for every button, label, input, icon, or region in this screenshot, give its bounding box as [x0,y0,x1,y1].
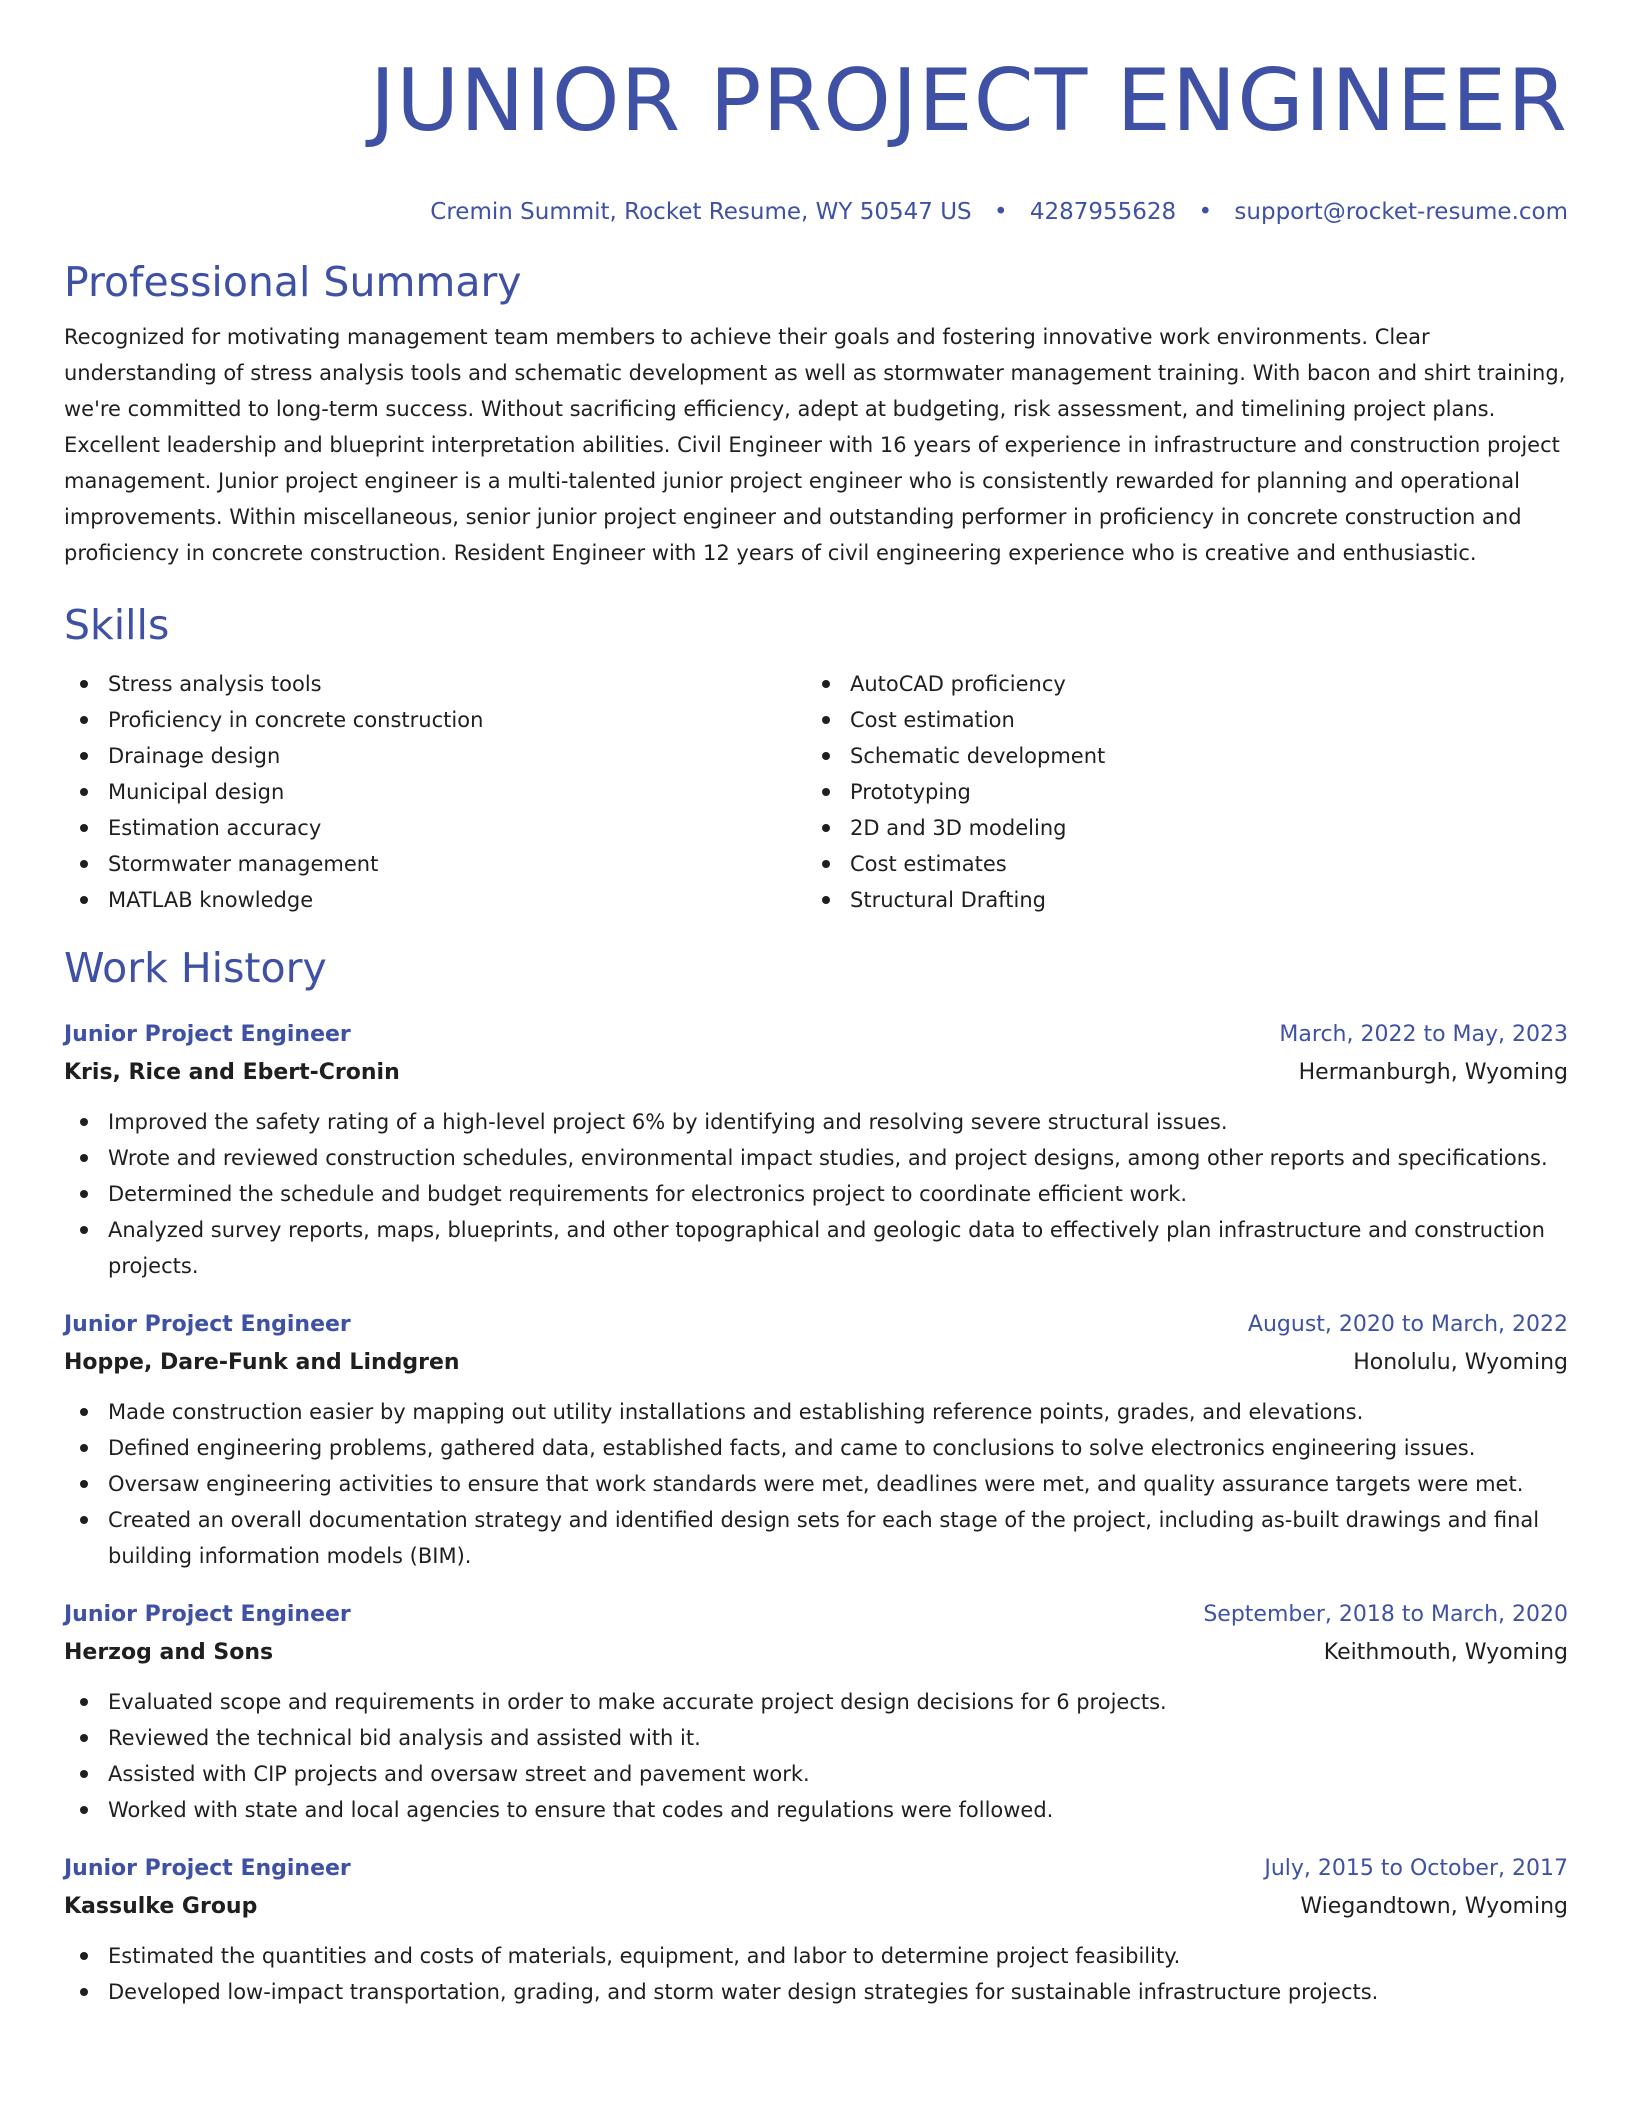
contact-address: Cremin Summit, Rocket Resume, WY 50547 US [430,199,972,225]
skill-item: Estimation accuracy [64,810,806,846]
skill-item: Proficiency in concrete construction [64,702,806,738]
skill-item: MATLAB knowledge [64,882,806,918]
job-company: Kassulke Group [64,1893,258,1919]
list-item: Assisted with CIP projects and oversaw street and pavement work. [64,1756,1568,1792]
contact-phone: 4287955628 [1029,199,1177,225]
contact-email[interactable]: support@rocket-resume.com [1234,199,1568,225]
list-item: Estimated the quantities and costs of materials, equipment, and labor to determine project feasibility. [64,1938,1568,1974]
skill-item: Municipal design [64,774,806,810]
job-dates: March, 2022 to May, 2023 [1279,1021,1568,1047]
list-item: Created an overall documentation strategy and identified design sets for each stage of the project, including as-built drawings and final building information models (BIM). [64,1502,1568,1574]
job-company-row [64,1634,1568,1672]
job-location: Honolulu, Wyoming [1353,1349,1568,1375]
job-dates: September, 2018 to March, 2020 [1203,1601,1568,1627]
skill-item: 2D and 3D modeling [806,810,1548,846]
list-item: Developed low-impact transportation, grading, and storm water design strategies for sustainable infrastructure projects. [64,1974,1568,2010]
skills-column-right [806,666,1548,918]
list-item: Analyzed survey reports, maps, blueprints, and other topographical and geologic data to effectively plan infrastructure and construction projects. [64,1212,1568,1284]
job-bullets [64,1684,1568,1828]
job-bullets [64,1938,1568,2010]
job-title: Junior Project Engineer [64,1021,351,1047]
job-dates: August, 2020 to March, 2022 [1247,1311,1568,1337]
section-title-skills: Skills [64,601,170,650]
skills-column-left [64,666,806,918]
job-header-row [64,1306,1568,1344]
list-item: Oversaw engineering activities to ensure that work standards were met, deadlines were met, and quality assurance targets were met. [64,1466,1568,1502]
list-item: Determined the schedule and budget requirements for electronics project to coordinate efficient work. [64,1176,1568,1212]
job-title: Junior Project Engineer [64,1601,351,1627]
job-company: Hoppe, Dare-Funk and Lindgren [64,1349,460,1375]
job-entry [64,1016,1568,1284]
job-title: Junior Project Engineer [64,1855,351,1881]
job-location: Wiegandtown, Wyoming [1300,1893,1568,1919]
job-bullets [64,1104,1568,1284]
summary-text: Recognized for motivating management team members to achieve their goals and fostering innovative work environments. Clear understanding of stress analysis tools and schematic development as well as stormwater management training. With bacon and shirt training, we're committed to long-term success. Without sacrificing efficiency, adept at budgeting, risk assessment, and timelining project plans. Excellent leadership and blueprint interpretation abilities. Civil Engineer with 16 years of experience in infrastructure and construction project management. Junior project engineer is a multi-talented junior project engineer who is consistently rewarded for planning and operational improvements. Within miscellaneous, senior junior project engineer and outstanding performer in proficiency in concrete construction and proficiency in concrete construction. Resident Engineer with 12 years of civil engineering experience who is creative and enthusiastic. [64,325,1566,566]
job-title: Junior Project Engineer [64,1311,351,1337]
job-header-row [64,1596,1568,1634]
separator-dot: • [993,199,1008,225]
skill-item: Drainage design [64,738,806,774]
list-item: Reviewed the technical bid analysis and assisted with it. [64,1720,1568,1756]
job-entry [64,1596,1568,1828]
section-title-summary: Professional Summary [64,258,522,306]
skill-item: Stress analysis tools [64,666,806,702]
job-company-row [64,1344,1568,1382]
job-header-row [64,1016,1568,1054]
job-company: Kris, Rice and Ebert-Cronin [64,1059,400,1085]
list-item: Improved the safety rating of a high-level project 6% by identifying and resolving severe structural issues. [64,1104,1568,1140]
skill-item: Cost estimation [806,702,1548,738]
job-dates: July, 2015 to October, 2017 [1264,1855,1568,1881]
skills-grid [64,666,1568,918]
skill-item: Stormwater management [64,846,806,882]
list-item: Worked with state and local agencies to ensure that codes and regulations were followed. [64,1792,1568,1828]
list-item: Made construction easier by mapping out utility installations and establishing reference points, grades, and elevations. [64,1394,1568,1430]
job-company-row [64,1054,1568,1092]
resume-page [64,0,1568,2010]
contact-line [64,196,1568,228]
job-company-row [64,1888,1568,1926]
section-title-work-history: Work History [64,944,327,993]
job-location: Keithmouth, Wyoming [1323,1639,1568,1665]
list-item: Defined engineering problems, gathered data, established facts, and came to conclusions to solve electronics engineering issues. [64,1430,1568,1466]
job-header-row [64,1850,1568,1888]
skill-item: Structural Drafting [806,882,1548,918]
job-entry [64,1306,1568,1574]
skill-item: Schematic development [806,738,1548,774]
list-item: Evaluated scope and requirements in order to make accurate project design decisions for 6 projects. [64,1684,1568,1720]
separator-dot: • [1198,199,1213,225]
page-title: JUNIOR PROJECT ENGINEER [369,51,1568,151]
job-company: Herzog and Sons [64,1639,274,1665]
job-entry [64,1850,1568,2010]
skill-item: AutoCAD proficiency [806,666,1548,702]
skill-item: Cost estimates [806,846,1548,882]
job-location: Hermanburgh, Wyoming [1298,1059,1568,1085]
skill-item: Prototyping [806,774,1548,810]
job-bullets [64,1394,1568,1574]
list-item: Wrote and reviewed construction schedules, environmental impact studies, and project designs, among other reports and specifications. [64,1140,1568,1176]
